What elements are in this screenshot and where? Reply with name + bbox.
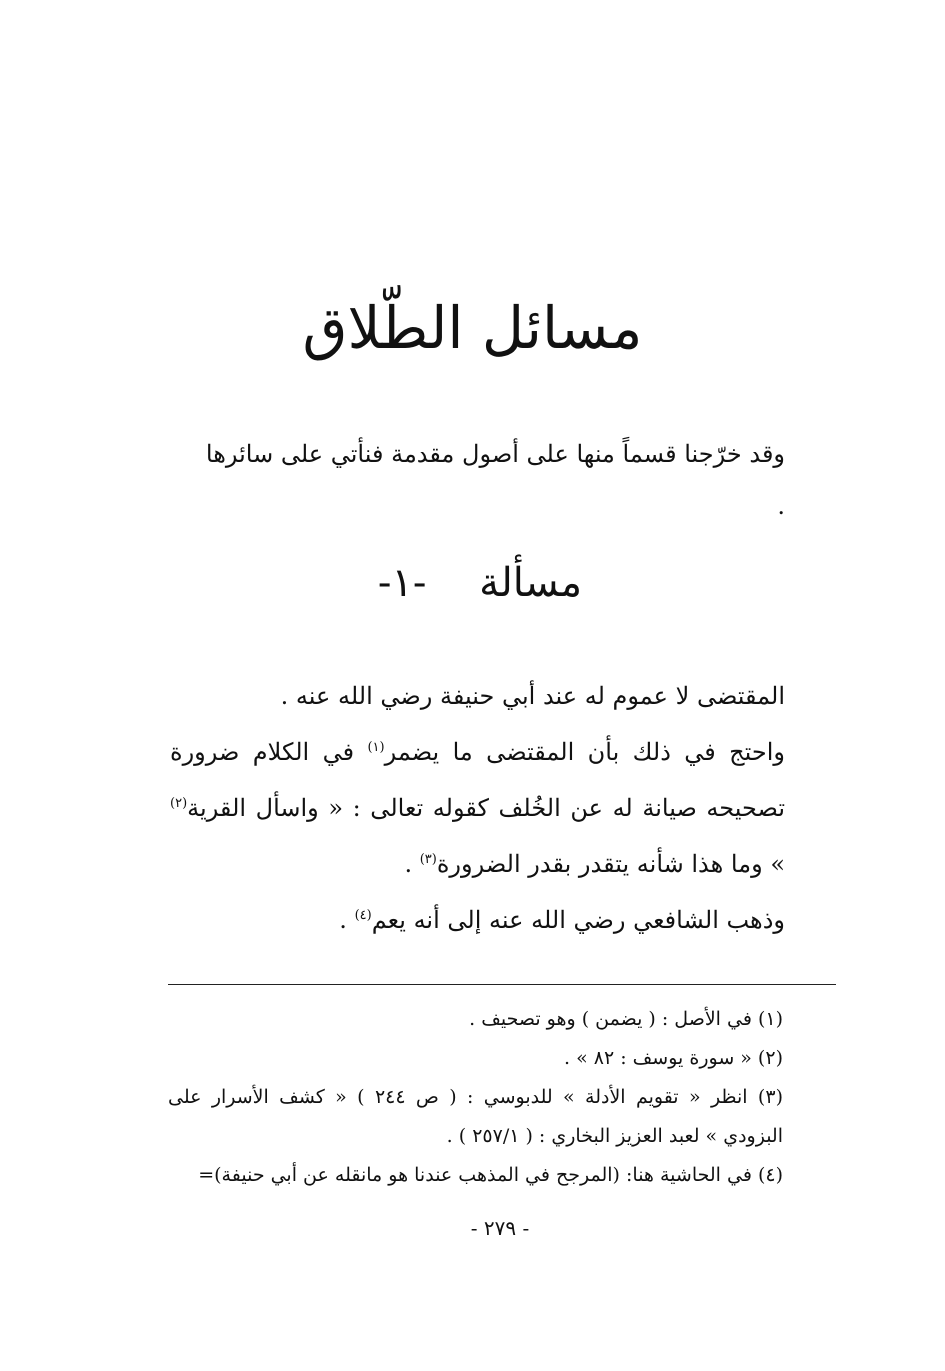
paragraph-3-text-b: .: [339, 906, 355, 934]
footnote-1: (١) في الأصل : ( يضمن ) وهو تصحيف .: [469, 1008, 783, 1030]
paragraph-3: [170, 892, 825, 948]
paragraph-2-text-b: في الكلام ضرورة تصحيحه صيانة له عن الخُلف كقوله تعالى : « واسأل القرية: [170, 738, 785, 822]
main-text: [170, 668, 825, 948]
paragraph-2: [170, 724, 825, 892]
footnote-ref-2: (٢): [170, 796, 188, 811]
footnote-2: (٢) « سورة يوسف : ٨٢ » .: [563, 1047, 783, 1069]
footnotes: [168, 1000, 823, 1195]
intro-sentence: وقد خرّجنا قسماً منها على أصول مقدمة فنأتي على سائرها .: [205, 440, 785, 520]
paragraph-3-text-a: وذهب الشافعي رضي الله عنه إلى أنه يعم: [371, 906, 785, 934]
page-number: - ٢٧٩ -: [470, 1216, 530, 1240]
paragraph-2-text-d: .: [404, 850, 420, 878]
paragraph-2-text-c: » وما هذا شأنه يتقدر بقدر الضرورة: [436, 850, 785, 878]
footnote-ref-3: (٣): [419, 852, 437, 867]
footnote-divider: [168, 984, 836, 985]
footnote-4: (٤) في الحاشية هنا: (المرجح في المذهب عندنا هو مانقله عن أبي حنيفة)=: [198, 1164, 783, 1186]
paragraph-2-text-a: واحتج في ذلك بأن المقتضى ما يضمر: [384, 738, 785, 766]
chapter-title: مسائل الطّلاق: [302, 294, 643, 362]
footnote-3: (٣) انظر « تقويم الأدلة » للدبوسي : ( ص ٢٤٤ ) « كشف الأسرار على البزودي » لعبد العزيز البخاري : ( ٢٥٧/١ ) .: [168, 1086, 783, 1147]
paragraph-1: المقتضى لا عموم له عند أبي حنيفة رضي الله عنه .: [280, 682, 785, 710]
issue-heading: [330, 545, 630, 621]
footnote-ref-4: (٤): [354, 908, 372, 923]
issue-number: -١-: [377, 560, 427, 606]
issue-heading-label: مسألة: [479, 560, 583, 606]
footnote-ref-1: (١): [367, 740, 385, 755]
